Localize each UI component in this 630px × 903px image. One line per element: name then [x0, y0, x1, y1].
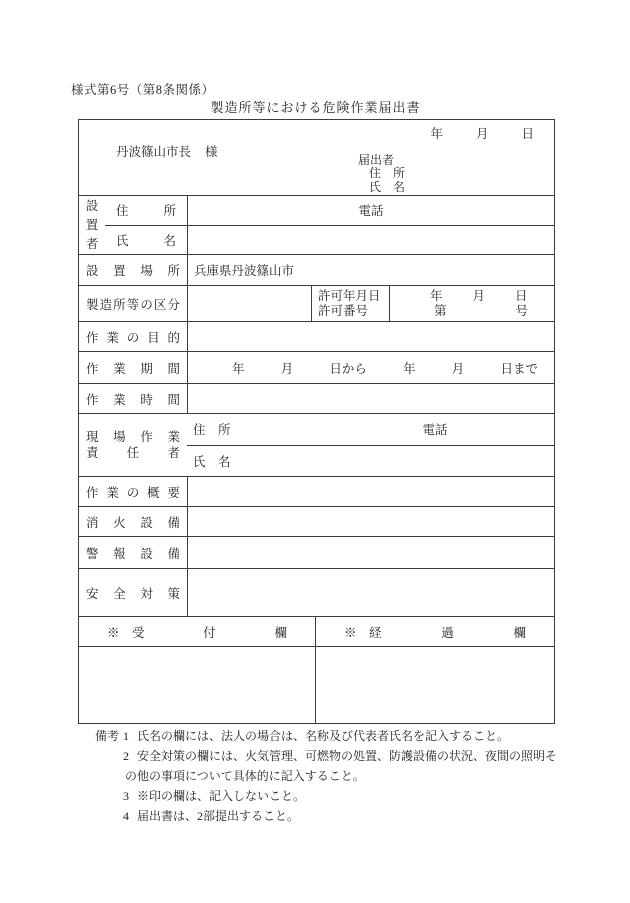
safety-label: 安 全 対 策 [86, 586, 180, 601]
hours-label: 作 業 時 間 [86, 392, 180, 407]
notifier-name-label: 氏 名 [369, 179, 406, 194]
supervisor-phone-label: 電話 [422, 423, 448, 438]
supervisor-address-field[interactable] [187, 414, 554, 445]
period-from-year: 年 [232, 361, 245, 376]
permit-month-label: 月 [472, 288, 486, 303]
overview-row [79, 476, 554, 506]
permit-day-label: 日 [515, 288, 528, 303]
purpose-label: 作業の目的 [86, 330, 180, 345]
location-row [79, 254, 554, 285]
installer-name-label: 氏 名 [116, 233, 176, 248]
classification-label: 製造所等の区分 [86, 297, 180, 312]
remark-item-2 [123, 746, 557, 766]
remarks-label: 備考 [95, 729, 120, 743]
supervisor-label-line1: 現 場 作 業 [86, 430, 180, 444]
supervisor-name-subrow [187, 445, 554, 477]
progress-token-0: ※ 経 [344, 625, 382, 640]
remark-4-number: 4 [123, 809, 129, 823]
date-day-label: 日 [521, 127, 534, 141]
remark-2-number: 2 [123, 749, 129, 763]
progress-column-field[interactable] [315, 647, 554, 723]
reception-token-0: ※ 受 [107, 625, 145, 640]
permit-number-line [390, 304, 554, 319]
installer-name-subrow [105, 225, 554, 255]
remark-item-3 [123, 786, 557, 806]
permit-date-label: 許可年月日 [318, 288, 381, 303]
remark-1-text: 氏名の欄には、法人の場合は、名称及び代表者氏名を記入すること。 [137, 729, 510, 743]
stamp-body-row [79, 646, 554, 723]
permit-year-label: 年 [430, 288, 443, 303]
notifier-block [358, 154, 405, 194]
addressee-honorific: 様 [205, 145, 218, 159]
progress-column-header [315, 617, 554, 646]
alarm-equipment-field[interactable] [187, 537, 554, 568]
document-title: 製造所等における危険作業届出書 [210, 100, 421, 115]
alarm-equipment-label: 警 報 設 備 [86, 546, 180, 561]
remark-3-text: ※印の欄は、記入しないこと。 [137, 789, 306, 803]
remark-4-text: 届出書は、2部提出すること。 [137, 809, 300, 823]
purpose-row [79, 321, 554, 351]
reception-token-2: 欄 [274, 625, 287, 640]
location-field[interactable] [187, 255, 554, 285]
remark-2-text: 安全対策の欄には、火気管理、可燃物の処置、防護設備の状況、夜間の照明そ [137, 749, 558, 763]
fire-equipment-field[interactable] [187, 507, 554, 536]
supervisor-row [79, 413, 554, 476]
location-value: 兵庫県丹波篠山市 [194, 264, 295, 278]
progress-token-1: 過 [441, 625, 454, 640]
remark-item-1 [123, 726, 557, 746]
supervisor-subrows [187, 414, 554, 476]
header-row [79, 120, 554, 195]
supervisor-name-field[interactable] [187, 446, 554, 477]
permit-values-cell[interactable] [389, 286, 554, 321]
stamp-header-row [79, 616, 554, 646]
safety-field[interactable] [187, 569, 554, 616]
date-month-label: 月 [475, 127, 489, 141]
remark-3-number: 3 [123, 789, 129, 803]
location-label: 設 置 場 所 [86, 264, 180, 278]
notification-form-table [78, 119, 555, 724]
period-row [79, 351, 554, 383]
installer-row [79, 195, 554, 254]
reception-column-field[interactable] [79, 647, 315, 723]
installer-address-field[interactable] [187, 196, 554, 225]
permit-labels-cell [311, 286, 389, 321]
remarks-items [123, 726, 557, 826]
date-year-label: 年 [430, 127, 443, 141]
header-cell [79, 120, 554, 195]
permit-no-suffix: 号 [515, 303, 529, 318]
overview-label: 作業の概要 [86, 485, 180, 500]
progress-token-2: 欄 [513, 625, 526, 640]
installer-group-label: 設置者 [85, 198, 99, 251]
period-from-month: 月 [280, 361, 294, 376]
remarks-section [95, 726, 557, 826]
overview-field[interactable] [187, 477, 554, 506]
remark-item-2-continuation [123, 766, 557, 786]
installer-address-label: 住 所 [116, 204, 176, 219]
supervisor-address-label: 住 所 [193, 423, 231, 438]
notifier-label: 届出者 [358, 153, 395, 167]
form-number: 様式第6号（第8条関係） [71, 83, 215, 97]
hours-field[interactable] [187, 384, 554, 413]
period-label: 作 業 期 間 [86, 361, 180, 376]
supervisor-label [79, 414, 187, 476]
permit-date-line [390, 289, 554, 304]
period-to-day: 日まで [500, 361, 538, 376]
permit-number-label: 許可番号 [318, 303, 369, 318]
period-to-year: 年 [403, 361, 416, 376]
fire-equipment-label: 消 火 設 備 [86, 515, 180, 530]
reception-token-1: 付 [203, 625, 216, 640]
installer-subrows [105, 196, 554, 254]
installer-address-subrow [105, 196, 554, 225]
period-to-month: 月 [451, 361, 465, 376]
installer-name-field[interactable] [187, 226, 554, 255]
remark-item-4 [123, 806, 557, 826]
installer-phone-label: 電話 [358, 204, 384, 219]
supervisor-label-line2: 責 任 者 [86, 446, 180, 460]
reception-column-header [79, 617, 315, 646]
supervisor-name-label: 氏 名 [193, 454, 231, 469]
notifier-address-label: 住 所 [369, 166, 406, 181]
fire-equipment-row [79, 506, 554, 536]
addressee-name: 丹波篠山市長 [116, 145, 192, 159]
permit-no-prefix: 第 [434, 303, 447, 318]
supervisor-address-subrow [187, 414, 554, 445]
purpose-field[interactable] [187, 322, 554, 351]
classification-row [79, 285, 554, 321]
period-field[interactable] [187, 352, 554, 383]
remark-1-number: 1 [123, 729, 129, 743]
alarm-equipment-row [79, 536, 554, 568]
classification-field[interactable] [187, 286, 311, 321]
submission-date-line [430, 124, 534, 142]
period-from-day: 日から [329, 361, 367, 376]
addressee-line [116, 142, 218, 160]
safety-row [79, 568, 554, 616]
remark-2-text-continued: の他の事項について具体的に記入すること。 [125, 769, 365, 783]
hours-row [79, 383, 554, 413]
